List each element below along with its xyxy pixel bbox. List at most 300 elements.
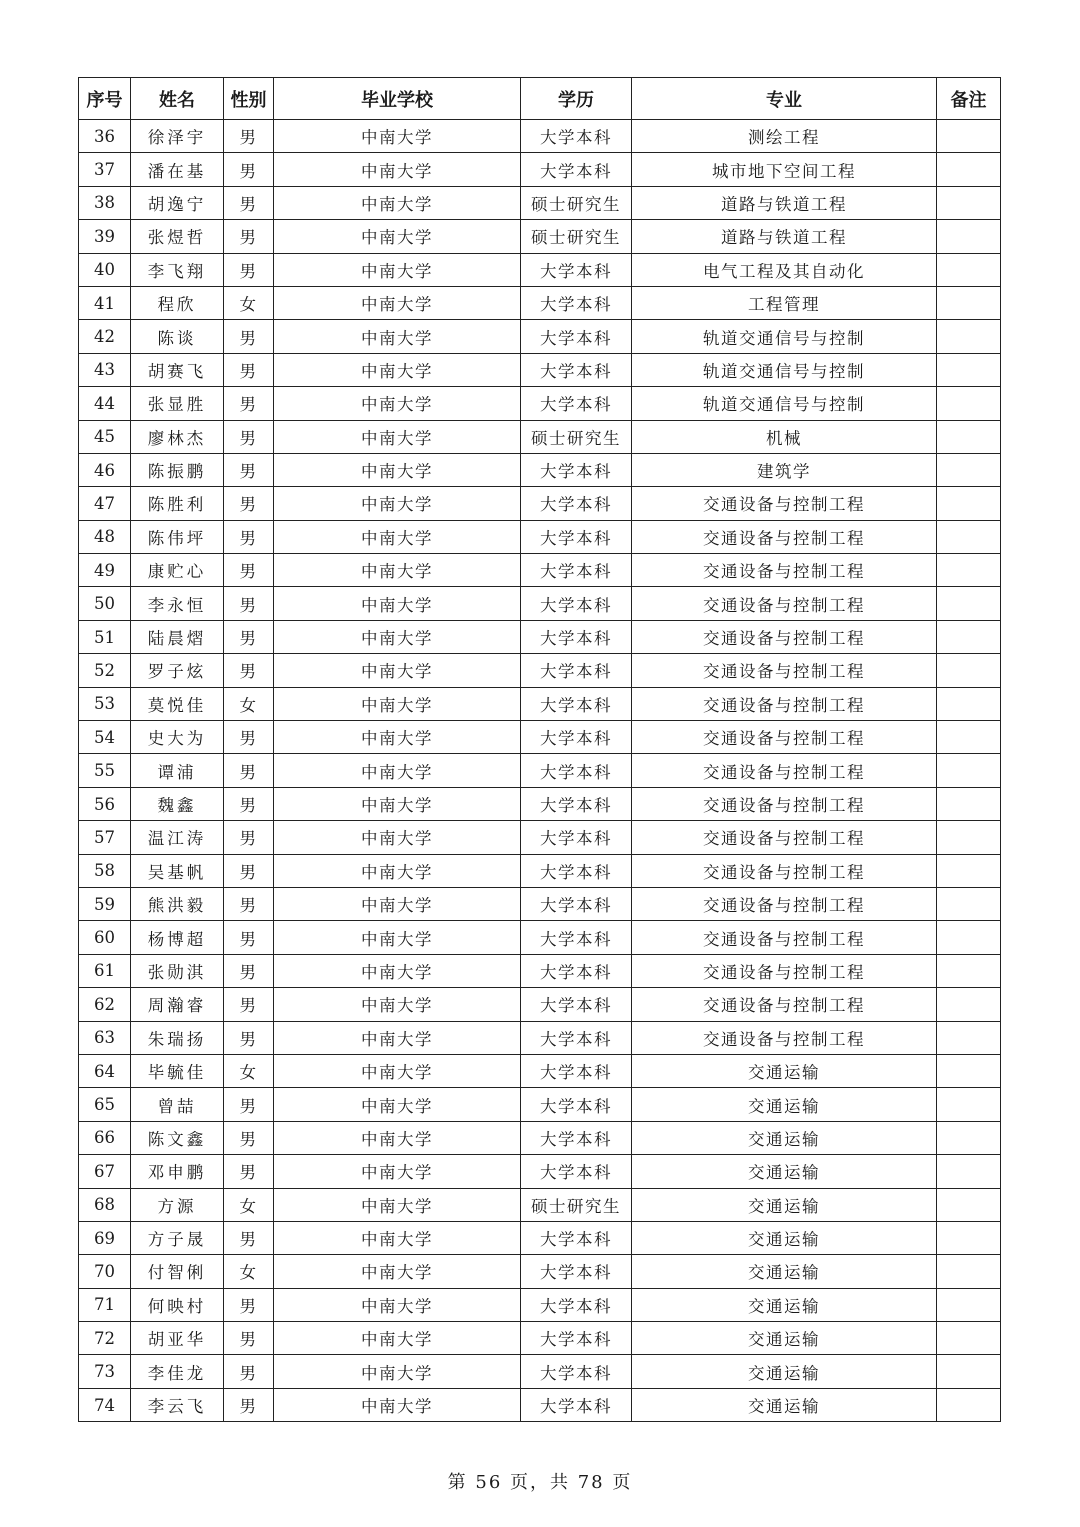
cell-degree: 大学本科 bbox=[521, 1288, 632, 1321]
cell-degree: 大学本科 bbox=[521, 520, 632, 553]
cell-major: 交通设备与控制工程 bbox=[632, 787, 937, 820]
cell-degree: 大学本科 bbox=[521, 120, 632, 153]
cell-seq: 40 bbox=[79, 253, 131, 286]
cell-seq: 42 bbox=[79, 320, 131, 353]
cell-major: 机械 bbox=[632, 420, 937, 453]
cell-degree: 大学本科 bbox=[521, 721, 632, 754]
table-row bbox=[79, 988, 1001, 1021]
cell-major: 交通设备与控制工程 bbox=[632, 554, 937, 587]
cell-school: 中南大学 bbox=[274, 320, 521, 353]
cell-school: 中南大学 bbox=[274, 1021, 521, 1054]
cell-seq: 61 bbox=[79, 954, 131, 987]
cell-name: 张煜哲 bbox=[131, 220, 224, 253]
table-row bbox=[79, 520, 1001, 553]
cell-seq: 47 bbox=[79, 487, 131, 520]
cell-remarks bbox=[937, 120, 1001, 153]
cell-gender: 男 bbox=[224, 153, 274, 186]
cell-gender: 男 bbox=[224, 821, 274, 854]
cell-seq: 58 bbox=[79, 854, 131, 887]
cell-name: 李云飞 bbox=[131, 1388, 224, 1421]
cell-seq: 73 bbox=[79, 1355, 131, 1388]
cell-major: 交通设备与控制工程 bbox=[632, 1021, 937, 1054]
table-row bbox=[79, 1188, 1001, 1221]
cell-school: 中南大学 bbox=[274, 988, 521, 1021]
cell-degree: 大学本科 bbox=[521, 153, 632, 186]
cell-seq: 39 bbox=[79, 220, 131, 253]
cell-remarks bbox=[937, 286, 1001, 319]
cell-degree: 大学本科 bbox=[521, 1088, 632, 1121]
cell-seq: 51 bbox=[79, 620, 131, 653]
cell-major: 交通设备与控制工程 bbox=[632, 620, 937, 653]
cell-name: 熊洪毅 bbox=[131, 887, 224, 920]
header-gender: 性别 bbox=[224, 78, 274, 120]
cell-school: 中南大学 bbox=[274, 1054, 521, 1087]
cell-remarks bbox=[937, 1188, 1001, 1221]
cell-seq: 68 bbox=[79, 1188, 131, 1221]
cell-seq: 45 bbox=[79, 420, 131, 453]
cell-remarks bbox=[937, 787, 1001, 820]
cell-gender: 女 bbox=[224, 687, 274, 720]
cell-school: 中南大学 bbox=[274, 1221, 521, 1254]
cell-remarks bbox=[937, 387, 1001, 420]
cell-gender: 男 bbox=[224, 721, 274, 754]
table-row bbox=[79, 721, 1001, 754]
cell-gender: 男 bbox=[224, 220, 274, 253]
cell-school: 中南大学 bbox=[274, 620, 521, 653]
cell-name: 胡亚华 bbox=[131, 1322, 224, 1355]
cell-seq: 54 bbox=[79, 721, 131, 754]
cell-gender: 男 bbox=[224, 387, 274, 420]
table-row bbox=[79, 754, 1001, 787]
cell-remarks bbox=[937, 1322, 1001, 1355]
cell-degree: 大学本科 bbox=[521, 1221, 632, 1254]
cell-degree: 大学本科 bbox=[521, 286, 632, 319]
cell-remarks bbox=[937, 654, 1001, 687]
header-major: 专业 bbox=[632, 78, 937, 120]
cell-name: 莫悦佳 bbox=[131, 687, 224, 720]
cell-seq: 63 bbox=[79, 1021, 131, 1054]
cell-remarks bbox=[937, 487, 1001, 520]
cell-remarks bbox=[937, 186, 1001, 219]
cell-name: 徐泽宇 bbox=[131, 120, 224, 153]
cell-school: 中南大学 bbox=[274, 253, 521, 286]
cell-degree: 硕士研究生 bbox=[521, 1188, 632, 1221]
cell-degree: 大学本科 bbox=[521, 821, 632, 854]
cell-major: 交通设备与控制工程 bbox=[632, 754, 937, 787]
cell-name: 廖林杰 bbox=[131, 420, 224, 453]
cell-remarks bbox=[937, 1088, 1001, 1121]
cell-remarks bbox=[937, 320, 1001, 353]
cell-gender: 男 bbox=[224, 1288, 274, 1321]
cell-school: 中南大学 bbox=[274, 353, 521, 386]
cell-gender: 男 bbox=[224, 787, 274, 820]
cell-degree: 大学本科 bbox=[521, 554, 632, 587]
cell-name: 方子晟 bbox=[131, 1221, 224, 1254]
cell-name: 吴基帆 bbox=[131, 854, 224, 887]
table-body bbox=[79, 120, 1001, 1422]
cell-name: 胡赛飞 bbox=[131, 353, 224, 386]
table-row bbox=[79, 1021, 1001, 1054]
cell-gender: 男 bbox=[224, 988, 274, 1021]
header-degree: 学历 bbox=[521, 78, 632, 120]
cell-degree: 大学本科 bbox=[521, 754, 632, 787]
cell-major: 交通运输 bbox=[632, 1054, 937, 1087]
cell-gender: 男 bbox=[224, 320, 274, 353]
cell-degree: 大学本科 bbox=[521, 787, 632, 820]
cell-school: 中南大学 bbox=[274, 854, 521, 887]
cell-major: 交通设备与控制工程 bbox=[632, 721, 937, 754]
table-row bbox=[79, 787, 1001, 820]
cell-major: 建筑学 bbox=[632, 453, 937, 486]
table-row bbox=[79, 220, 1001, 253]
cell-remarks bbox=[937, 353, 1001, 386]
cell-school: 中南大学 bbox=[274, 1388, 521, 1421]
cell-gender: 男 bbox=[224, 1021, 274, 1054]
cell-seq: 46 bbox=[79, 453, 131, 486]
header-school: 毕业学校 bbox=[274, 78, 521, 120]
cell-degree: 大学本科 bbox=[521, 921, 632, 954]
cell-degree: 大学本科 bbox=[521, 1155, 632, 1188]
cell-degree: 大学本科 bbox=[521, 1255, 632, 1288]
cell-seq: 67 bbox=[79, 1155, 131, 1188]
cell-school: 中南大学 bbox=[274, 420, 521, 453]
cell-school: 中南大学 bbox=[274, 554, 521, 587]
cell-major: 交通运输 bbox=[632, 1322, 937, 1355]
table-row bbox=[79, 1155, 1001, 1188]
table-row bbox=[79, 1255, 1001, 1288]
cell-gender: 男 bbox=[224, 587, 274, 620]
cell-remarks bbox=[937, 854, 1001, 887]
cell-major: 交通设备与控制工程 bbox=[632, 487, 937, 520]
cell-degree: 大学本科 bbox=[521, 1121, 632, 1154]
cell-degree: 大学本科 bbox=[521, 620, 632, 653]
cell-degree: 大学本科 bbox=[521, 1355, 632, 1388]
cell-school: 中南大学 bbox=[274, 520, 521, 553]
cell-name: 程欣 bbox=[131, 286, 224, 319]
cell-school: 中南大学 bbox=[274, 821, 521, 854]
cell-major: 道路与铁道工程 bbox=[632, 186, 937, 219]
cell-degree: 大学本科 bbox=[521, 320, 632, 353]
cell-school: 中南大学 bbox=[274, 286, 521, 319]
cell-seq: 44 bbox=[79, 387, 131, 420]
cell-degree: 大学本科 bbox=[521, 487, 632, 520]
table-row bbox=[79, 353, 1001, 386]
cell-seq: 55 bbox=[79, 754, 131, 787]
cell-remarks bbox=[937, 220, 1001, 253]
cell-remarks bbox=[937, 1155, 1001, 1188]
cell-school: 中南大学 bbox=[274, 921, 521, 954]
cell-gender: 女 bbox=[224, 1255, 274, 1288]
cell-gender: 女 bbox=[224, 1054, 274, 1087]
cell-school: 中南大学 bbox=[274, 887, 521, 920]
cell-seq: 53 bbox=[79, 687, 131, 720]
table-row bbox=[79, 253, 1001, 286]
cell-major: 交通设备与控制工程 bbox=[632, 821, 937, 854]
cell-name: 温江涛 bbox=[131, 821, 224, 854]
cell-remarks bbox=[937, 420, 1001, 453]
cell-seq: 65 bbox=[79, 1088, 131, 1121]
cell-remarks bbox=[937, 620, 1001, 653]
cell-name: 张勋淇 bbox=[131, 954, 224, 987]
cell-gender: 女 bbox=[224, 1188, 274, 1221]
table-row bbox=[79, 1221, 1001, 1254]
cell-remarks bbox=[937, 721, 1001, 754]
cell-gender: 男 bbox=[224, 1388, 274, 1421]
cell-seq: 70 bbox=[79, 1255, 131, 1288]
cell-school: 中南大学 bbox=[274, 387, 521, 420]
cell-school: 中南大学 bbox=[274, 1288, 521, 1321]
cell-remarks bbox=[937, 153, 1001, 186]
cell-seq: 50 bbox=[79, 587, 131, 620]
cell-school: 中南大学 bbox=[274, 654, 521, 687]
cell-major: 测绘工程 bbox=[632, 120, 937, 153]
cell-remarks bbox=[937, 587, 1001, 620]
cell-name: 李飞翔 bbox=[131, 253, 224, 286]
cell-name: 曾喆 bbox=[131, 1088, 224, 1121]
cell-major: 交通运输 bbox=[632, 1255, 937, 1288]
cell-major: 交通运输 bbox=[632, 1155, 937, 1188]
cell-gender: 男 bbox=[224, 754, 274, 787]
cell-gender: 男 bbox=[224, 620, 274, 653]
cell-remarks bbox=[937, 687, 1001, 720]
cell-name: 陈伟坪 bbox=[131, 520, 224, 553]
cell-gender: 男 bbox=[224, 1322, 274, 1355]
cell-school: 中南大学 bbox=[274, 587, 521, 620]
cell-major: 道路与铁道工程 bbox=[632, 220, 937, 253]
cell-major: 交通运输 bbox=[632, 1221, 937, 1254]
cell-name: 史大为 bbox=[131, 721, 224, 754]
table-row bbox=[79, 186, 1001, 219]
cell-gender: 男 bbox=[224, 1155, 274, 1188]
cell-school: 中南大学 bbox=[274, 787, 521, 820]
cell-major: 交通运输 bbox=[632, 1088, 937, 1121]
cell-major: 交通设备与控制工程 bbox=[632, 988, 937, 1021]
cell-remarks bbox=[937, 554, 1001, 587]
cell-seq: 66 bbox=[79, 1121, 131, 1154]
table-row bbox=[79, 1288, 1001, 1321]
cell-remarks bbox=[937, 988, 1001, 1021]
header-seq: 序号 bbox=[79, 78, 131, 120]
cell-name: 付智俐 bbox=[131, 1255, 224, 1288]
table-row bbox=[79, 320, 1001, 353]
cell-seq: 43 bbox=[79, 353, 131, 386]
cell-gender: 男 bbox=[224, 921, 274, 954]
cell-gender: 男 bbox=[224, 1088, 274, 1121]
cell-school: 中南大学 bbox=[274, 1155, 521, 1188]
table-row bbox=[79, 587, 1001, 620]
cell-school: 中南大学 bbox=[274, 1255, 521, 1288]
cell-degree: 大学本科 bbox=[521, 1054, 632, 1087]
cell-degree: 硕士研究生 bbox=[521, 186, 632, 219]
cell-remarks bbox=[937, 1221, 1001, 1254]
cell-gender: 男 bbox=[224, 1355, 274, 1388]
cell-name: 李永恒 bbox=[131, 587, 224, 620]
cell-seq: 59 bbox=[79, 887, 131, 920]
cell-remarks bbox=[937, 520, 1001, 553]
cell-gender: 男 bbox=[224, 554, 274, 587]
table-row bbox=[79, 620, 1001, 653]
cell-major: 电气工程及其自动化 bbox=[632, 253, 937, 286]
cell-remarks bbox=[937, 821, 1001, 854]
cell-major: 交通设备与控制工程 bbox=[632, 887, 937, 920]
cell-school: 中南大学 bbox=[274, 1121, 521, 1154]
cell-major: 交通设备与控制工程 bbox=[632, 854, 937, 887]
cell-name: 胡逸宁 bbox=[131, 186, 224, 219]
cell-school: 中南大学 bbox=[274, 754, 521, 787]
cell-degree: 大学本科 bbox=[521, 988, 632, 1021]
cell-degree: 大学本科 bbox=[521, 854, 632, 887]
cell-degree: 大学本科 bbox=[521, 954, 632, 987]
cell-seq: 56 bbox=[79, 787, 131, 820]
table-row bbox=[79, 1355, 1001, 1388]
table-row bbox=[79, 487, 1001, 520]
cell-gender: 女 bbox=[224, 286, 274, 319]
cell-name: 陈胜利 bbox=[131, 487, 224, 520]
cell-gender: 男 bbox=[224, 854, 274, 887]
cell-remarks bbox=[937, 1355, 1001, 1388]
cell-major: 交通运输 bbox=[632, 1188, 937, 1221]
cell-seq: 36 bbox=[79, 120, 131, 153]
cell-major: 城市地下空间工程 bbox=[632, 153, 937, 186]
cell-degree: 大学本科 bbox=[521, 1021, 632, 1054]
roster-table bbox=[78, 77, 1001, 1422]
cell-school: 中南大学 bbox=[274, 1322, 521, 1355]
cell-name: 张显胜 bbox=[131, 387, 224, 420]
cell-remarks bbox=[937, 954, 1001, 987]
cell-major: 交通设备与控制工程 bbox=[632, 687, 937, 720]
table-row bbox=[79, 821, 1001, 854]
cell-gender: 男 bbox=[224, 453, 274, 486]
cell-major: 交通运输 bbox=[632, 1388, 937, 1421]
cell-remarks bbox=[937, 1288, 1001, 1321]
table-row bbox=[79, 1388, 1001, 1421]
cell-name: 朱瑞扬 bbox=[131, 1021, 224, 1054]
table-row bbox=[79, 921, 1001, 954]
cell-remarks bbox=[937, 1388, 1001, 1421]
cell-name: 陆晨熠 bbox=[131, 620, 224, 653]
cell-seq: 60 bbox=[79, 921, 131, 954]
cell-name: 李佳龙 bbox=[131, 1355, 224, 1388]
table-row bbox=[79, 554, 1001, 587]
cell-school: 中南大学 bbox=[274, 1088, 521, 1121]
cell-remarks bbox=[937, 754, 1001, 787]
cell-name: 方源 bbox=[131, 1188, 224, 1221]
cell-major: 工程管理 bbox=[632, 286, 937, 319]
table-row bbox=[79, 654, 1001, 687]
cell-major: 轨道交通信号与控制 bbox=[632, 387, 937, 420]
cell-degree: 大学本科 bbox=[521, 253, 632, 286]
table-row bbox=[79, 854, 1001, 887]
cell-remarks bbox=[937, 453, 1001, 486]
cell-degree: 大学本科 bbox=[521, 1322, 632, 1355]
cell-gender: 男 bbox=[224, 487, 274, 520]
cell-gender: 男 bbox=[224, 420, 274, 453]
header-remarks: 备注 bbox=[937, 78, 1001, 120]
cell-major: 交通设备与控制工程 bbox=[632, 954, 937, 987]
cell-remarks bbox=[937, 887, 1001, 920]
cell-remarks bbox=[937, 1255, 1001, 1288]
cell-seq: 52 bbox=[79, 654, 131, 687]
cell-school: 中南大学 bbox=[274, 153, 521, 186]
table-row bbox=[79, 1121, 1001, 1154]
table-row bbox=[79, 1088, 1001, 1121]
cell-degree: 大学本科 bbox=[521, 387, 632, 420]
cell-name: 谭浦 bbox=[131, 754, 224, 787]
cell-name: 魏鑫 bbox=[131, 787, 224, 820]
cell-name: 康贮心 bbox=[131, 554, 224, 587]
cell-major: 交通设备与控制工程 bbox=[632, 520, 937, 553]
cell-name: 陈谈 bbox=[131, 320, 224, 353]
cell-remarks bbox=[937, 921, 1001, 954]
cell-name: 毕毓佳 bbox=[131, 1054, 224, 1087]
cell-degree: 硕士研究生 bbox=[521, 220, 632, 253]
header-name: 姓名 bbox=[131, 78, 224, 120]
cell-school: 中南大学 bbox=[274, 687, 521, 720]
table-row bbox=[79, 1054, 1001, 1087]
table-row bbox=[79, 420, 1001, 453]
cell-major: 交通运输 bbox=[632, 1288, 937, 1321]
cell-seq: 62 bbox=[79, 988, 131, 1021]
table-row bbox=[79, 387, 1001, 420]
cell-seq: 69 bbox=[79, 1221, 131, 1254]
cell-name: 杨博超 bbox=[131, 921, 224, 954]
cell-degree: 大学本科 bbox=[521, 587, 632, 620]
cell-name: 何映村 bbox=[131, 1288, 224, 1321]
cell-name: 陈文鑫 bbox=[131, 1121, 224, 1154]
cell-name: 邓申鹏 bbox=[131, 1155, 224, 1188]
cell-seq: 41 bbox=[79, 286, 131, 319]
cell-degree: 硕士研究生 bbox=[521, 420, 632, 453]
cell-gender: 男 bbox=[224, 654, 274, 687]
table-header-row bbox=[79, 78, 1001, 120]
cell-seq: 72 bbox=[79, 1322, 131, 1355]
cell-remarks bbox=[937, 1054, 1001, 1087]
table-row bbox=[79, 1322, 1001, 1355]
cell-school: 中南大学 bbox=[274, 453, 521, 486]
cell-remarks bbox=[937, 253, 1001, 286]
table-row bbox=[79, 153, 1001, 186]
cell-school: 中南大学 bbox=[274, 721, 521, 754]
cell-degree: 大学本科 bbox=[521, 654, 632, 687]
table-row bbox=[79, 687, 1001, 720]
cell-major: 交通设备与控制工程 bbox=[632, 921, 937, 954]
cell-seq: 48 bbox=[79, 520, 131, 553]
cell-school: 中南大学 bbox=[274, 1188, 521, 1221]
cell-gender: 男 bbox=[224, 520, 274, 553]
cell-name: 罗子炫 bbox=[131, 654, 224, 687]
cell-gender: 男 bbox=[224, 1221, 274, 1254]
cell-gender: 男 bbox=[224, 353, 274, 386]
cell-school: 中南大学 bbox=[274, 220, 521, 253]
cell-major: 轨道交通信号与控制 bbox=[632, 353, 937, 386]
cell-degree: 大学本科 bbox=[521, 887, 632, 920]
cell-major: 交通设备与控制工程 bbox=[632, 587, 937, 620]
cell-seq: 49 bbox=[79, 554, 131, 587]
cell-degree: 大学本科 bbox=[521, 353, 632, 386]
cell-gender: 男 bbox=[224, 1121, 274, 1154]
cell-major: 交通运输 bbox=[632, 1355, 937, 1388]
cell-degree: 大学本科 bbox=[521, 687, 632, 720]
table-row bbox=[79, 954, 1001, 987]
cell-gender: 男 bbox=[224, 887, 274, 920]
table-row bbox=[79, 286, 1001, 319]
cell-gender: 男 bbox=[224, 253, 274, 286]
table-row bbox=[79, 453, 1001, 486]
cell-remarks bbox=[937, 1121, 1001, 1154]
cell-seq: 71 bbox=[79, 1288, 131, 1321]
cell-degree: 大学本科 bbox=[521, 1388, 632, 1421]
cell-school: 中南大学 bbox=[274, 487, 521, 520]
